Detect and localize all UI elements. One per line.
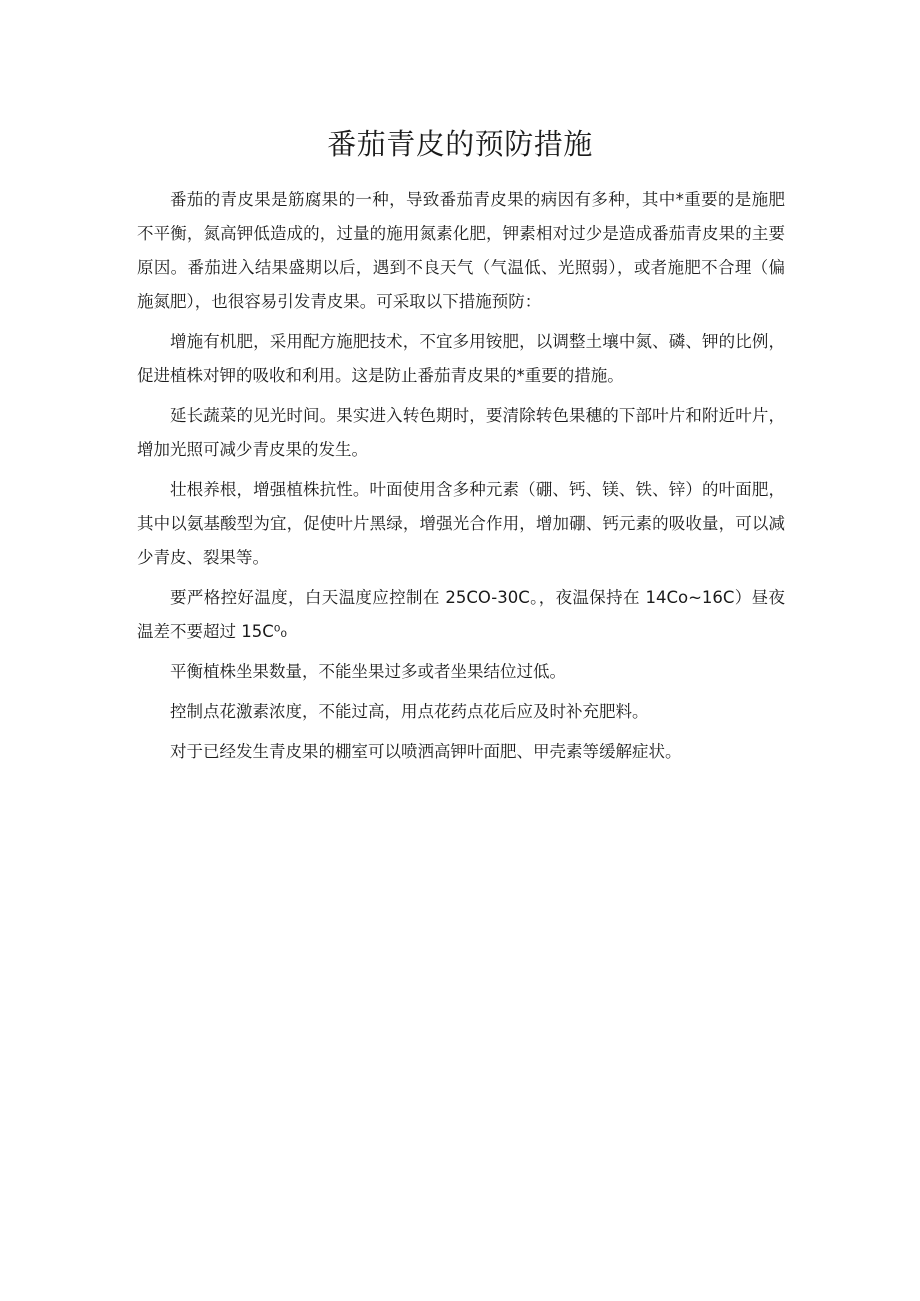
paragraph-intro: 番茄的青皮果是筋腐果的一种，导致番茄青皮果的病因有多种，其中*重要的是施肥不平衡，氮高钾低造成的，过量的施用氮素化肥，钾素相对过少是造成番茄青皮果的主要原因。番茄进入结果盛期以后，遇到不良天气（气温低、光照弱），或者施肥不合理（偏施氮肥），也很容易引发青皮果。可采取以下措施预防： xyxy=(137,190,785,311)
paragraph-organic-fertilizer: 增施有机肥，采用配方施肥技术，不宜多用铵肥，以调整土壤中氮、磷、钾的比例，促进植株对钾的吸收和利用。这是防止番茄青皮果的*重要的措施。 xyxy=(137,332,785,385)
document-body xyxy=(137,183,785,775)
paragraph-remedy: 对于已经发生青皮果的棚室可以喷洒高钾叶面肥、甲壳素等缓解症状。 xyxy=(170,742,682,761)
paragraph-hormone: 控制点花激素浓度，不能过高，用点花药点花后应及时补充肥料。 xyxy=(170,702,649,721)
document-title: 番茄青皮的预防措施 xyxy=(327,127,593,161)
paragraph-root-strength: 壮根养根，增强植株抗性。叶面使用含多种元素（硼、钙、镁、铁、锌）的叶面肥，其中以氨基酸型为宜，促使叶片黑绿，增强光合作用，增加硼、钙元素的吸收量，可以减少青皮、裂果等。 xyxy=(137,480,785,567)
paragraph-temperature: 要严格控好温度，白天温度应控制在 25CO-30C。，夜温保持在 14Co~16C）昼夜温差不要超过 15C⁰₀ xyxy=(137,588,785,641)
paragraph-light-exposure: 延长蔬菜的见光时间。果实进入转色期时，要清除转色果穗的下部叶片和附近叶片，增加光照可减少青皮果的发生。 xyxy=(137,406,785,459)
paragraph-fruit-load: 平衡植株坐果数量，不能坐果过多或者坐果结位过低。 xyxy=(170,662,566,681)
